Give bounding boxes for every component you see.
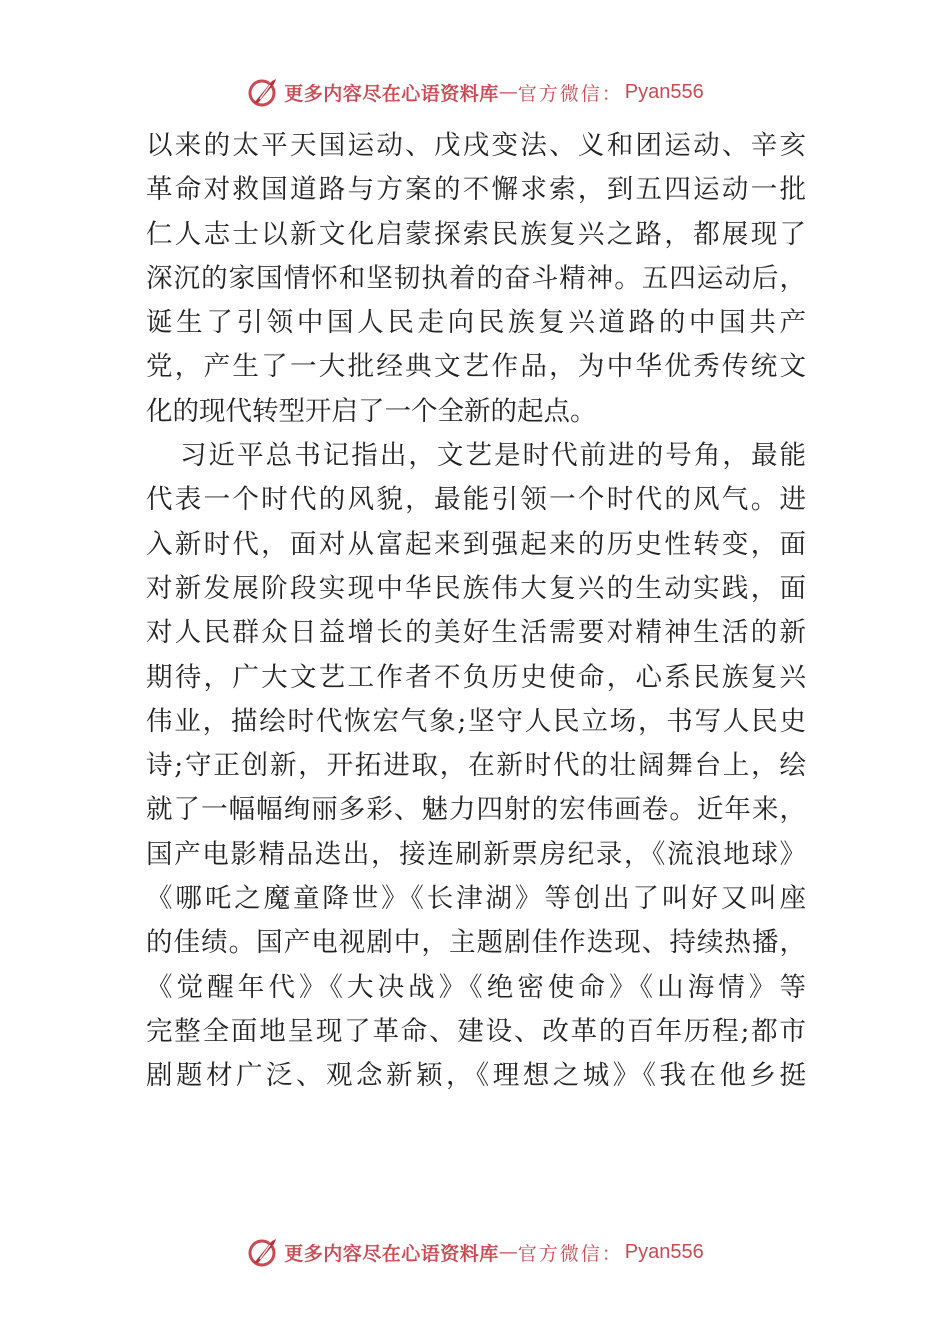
banner-wechat-label: 官方微信： <box>517 1242 623 1265</box>
text-line: 代表一个时代的风貌，最能引领一个时代的风气。进 <box>146 484 806 516</box>
text-line: 党，产生了一大批经典文艺作品，为中华优秀传统文 <box>146 351 806 383</box>
text-line: 革命对救国道路与方案的不懈求索，到五四运动一批 <box>146 174 806 206</box>
text-line: 期待，广大文艺工作者不负历史使命，心系民族复兴 <box>146 661 806 693</box>
paragraph-1 <box>146 124 806 434</box>
footer-banner <box>0 1230 950 1274</box>
text-line: 诞生了引领中国人民走向民族复兴道路的中国共产 <box>146 307 806 339</box>
banner-separator: — <box>498 1241 518 1263</box>
quill-pen-logo-icon <box>246 75 280 109</box>
banner-wechat-id: Pyan556 <box>624 1240 704 1263</box>
paragraph-2 <box>146 434 806 1098</box>
text-line: 对新发展阶段实现中华民族伟大复兴的生动实践，面 <box>146 572 806 604</box>
text-line: 入新时代，面对从富起来到强起来的历史性转变，面 <box>146 528 806 560</box>
text-line: 诗;守正创新，开拓进取，在新时代的壮阔舞台上，绘 <box>146 750 806 782</box>
banner-wechat-label: 官方微信： <box>517 82 623 105</box>
text-line: 仁人志士以新文化启蒙探索民族复兴之路，都展现了 <box>146 218 806 250</box>
text-line: 《哪吒之魔童降世》《长津湖》等创出了叫好又叫座 <box>146 883 806 915</box>
text-line: 化的现代转型开启了一个全新的起点。 <box>146 395 597 427</box>
text-line: 完整全面地呈现了革命、建设、改革的百年历程;都市 <box>146 1015 806 1047</box>
document-body <box>146 124 806 1099</box>
banner-separator: — <box>498 81 518 103</box>
text-line: 的佳绩。国产电视剧中，主题剧佳作迭现、持续热播， <box>146 927 806 959</box>
quill-pen-logo-icon <box>246 1235 280 1269</box>
text-line: 伟业，描绘时代恢宏气象;坚守人民立场，书写人民史 <box>146 705 806 737</box>
text-line: 就了一幅幅绚丽多彩、魅力四射的宏伟画卷。近年来， <box>146 794 806 826</box>
text-line: 深沉的家国情怀和坚韧执着的奋斗精神。五四运动后， <box>146 262 806 294</box>
banner-promo-text: 更多内容尽在心语资料库 <box>284 82 499 105</box>
header-banner <box>0 70 950 114</box>
text-line: 《觉醒年代》《大决战》《绝密使命》《山海情》等 <box>146 971 806 1003</box>
text-line: 对人民群众日益增长的美好生活需要对精神生活的新 <box>146 617 806 649</box>
text-line: 以来的太平天国运动、戊戌变法、义和团运动、辛亥 <box>146 130 806 161</box>
banner-wechat-id: Pyan556 <box>624 80 704 103</box>
banner-promo-text: 更多内容尽在心语资料库 <box>284 1242 499 1265</box>
text-line: 剧题材广泛、观念新颖，《理想之城》《我在他乡挺 <box>146 1060 806 1092</box>
text-line: 国产电影精品迭出，接连刷新票房纪录，《流浪地球》 <box>146 838 806 870</box>
text-line: 习近平总书记指出，文艺是时代前进的号角，最能 <box>180 440 806 472</box>
